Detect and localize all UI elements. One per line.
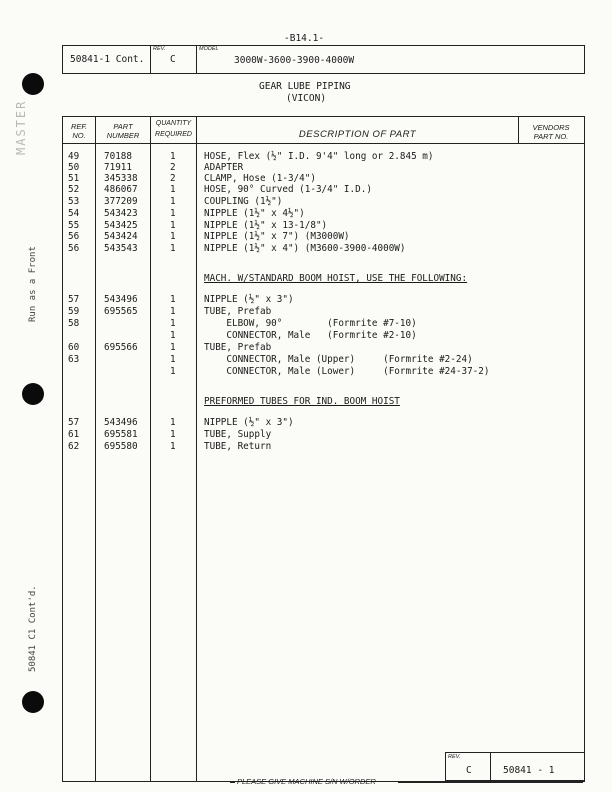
row-description: TUBE, Prefab xyxy=(204,306,272,317)
binder-hole-top xyxy=(22,73,44,95)
row-part-number: 377209 xyxy=(104,196,138,207)
row-ref: 61 xyxy=(68,429,80,440)
row-description: HOSE, Flex (½" I.D. 9'4" long or 2.845 m) xyxy=(204,151,434,162)
row-quantity: 1 xyxy=(170,330,176,341)
col-header-description: DESCRIPTION OF PART xyxy=(298,129,417,140)
row-ref: 63 xyxy=(68,354,80,365)
row-quantity: 1 xyxy=(170,294,176,305)
row-description: ELBOW, 90° (Formrite #7-10) xyxy=(204,318,417,329)
row-quantity: 1 xyxy=(170,208,176,219)
page-number: -B14.1- xyxy=(284,33,325,44)
row-quantity: 2 xyxy=(170,162,176,173)
row-description: NIPPLE (1½" x 4½") xyxy=(204,208,305,219)
row-part-number: 71911 xyxy=(104,162,132,173)
row-ref: 52 xyxy=(68,184,80,195)
row-description: ADAPTER xyxy=(204,162,244,173)
row-part-number: 695565 xyxy=(104,306,138,317)
section-heading: PREFORMED TUBES FOR IND. BOOM HOIST xyxy=(204,396,400,407)
col-header-part: PART NUMBER xyxy=(106,122,140,140)
row-part-number: 543496 xyxy=(104,417,138,428)
title-line-2: (VICON) xyxy=(286,93,327,104)
row-description: NIPPLE (1½" x 7") (M3000W) xyxy=(204,231,350,242)
row-ref: 62 xyxy=(68,441,80,452)
row-ref: 49 xyxy=(68,151,80,162)
row-part-number: 543543 xyxy=(104,243,138,254)
row-part-number: 695566 xyxy=(104,342,138,353)
row-ref: 57 xyxy=(68,294,80,305)
stamp-watermark: MASTER xyxy=(14,99,28,155)
row-ref: 54 xyxy=(68,208,80,219)
col-header-ref: REF. NO. xyxy=(70,122,88,140)
row-description: HOSE, 90° Curved (1-3/4" I.D.) xyxy=(204,184,372,195)
row-description: TUBE, Return xyxy=(204,441,272,452)
footer-notice: PLEASE GIVE MACHINE S/N W/ORDER xyxy=(237,777,376,786)
footer-page-ref: 50841 - 1 xyxy=(503,765,555,776)
row-description: NIPPLE (1½" x 13-1/8") xyxy=(204,220,328,231)
row-part-number: 543423 xyxy=(104,208,138,219)
parts-table xyxy=(62,116,585,782)
row-quantity: 1 xyxy=(170,184,176,195)
binder-hole-bottom xyxy=(22,691,44,713)
row-description: CONNECTOR, Male (Upper) (Formrite #2-24) xyxy=(204,354,473,365)
row-part-number: 543425 xyxy=(104,220,138,231)
row-description: CLAMP, Hose (1-3/4") xyxy=(204,173,316,184)
row-part-number: 486067 xyxy=(104,184,138,195)
row-ref: 53 xyxy=(68,196,80,207)
row-part-number: 543496 xyxy=(104,294,138,305)
binder-hole-middle xyxy=(22,383,44,405)
row-quantity: 1 xyxy=(170,366,176,377)
row-quantity: 1 xyxy=(170,151,176,162)
row-quantity: 1 xyxy=(170,306,176,317)
title-line-1: GEAR LUBE PIPING xyxy=(259,81,351,92)
row-quantity: 1 xyxy=(170,318,176,329)
col-header-vendors: VENDORS PART NO. xyxy=(532,123,570,141)
row-part-number: 695581 xyxy=(104,429,138,440)
row-description: TUBE, Prefab xyxy=(204,342,272,353)
row-ref: 58 xyxy=(68,318,80,329)
row-quantity: 1 xyxy=(170,220,176,231)
row-part-number: 70188 xyxy=(104,151,132,162)
model-value: 3000W-3600-3900-4000W xyxy=(234,55,355,66)
doc-ref: 50841-1 Cont. xyxy=(70,54,145,65)
row-quantity: 2 xyxy=(170,173,176,184)
row-ref: 56 xyxy=(68,231,80,242)
row-quantity: 1 xyxy=(170,196,176,207)
footer-rev-label: REV. xyxy=(448,754,461,760)
row-quantity: 1 xyxy=(170,441,176,452)
row-quantity: 1 xyxy=(170,429,176,440)
col-header-qty: QUANTITY REQUIRED xyxy=(155,120,192,138)
margin-note-continued: 50841 C1 Cont'd. xyxy=(28,585,38,672)
model-label: MODEL xyxy=(199,46,219,52)
row-ref: 60 xyxy=(68,342,80,353)
row-description: NIPPLE (1½" x 4") (M3600-3900-4000W) xyxy=(204,243,406,254)
row-description: CONNECTOR, Male (Lower) (Formrite #24-37-2) xyxy=(204,366,490,377)
rev-label: REV. xyxy=(153,46,166,52)
row-quantity: 1 xyxy=(170,354,176,365)
row-ref: 59 xyxy=(68,306,80,317)
row-description: TUBE, Supply xyxy=(204,429,272,440)
row-description: NIPPLE (½" x 3") xyxy=(204,294,294,305)
row-description: COUPLING (1½") xyxy=(204,196,283,207)
row-ref: 51 xyxy=(68,173,80,184)
row-quantity: 1 xyxy=(170,342,176,353)
margin-note-run-as: Run as a Front xyxy=(28,246,38,322)
row-ref: 50 xyxy=(68,162,80,173)
row-part-number: 345338 xyxy=(104,173,138,184)
row-description: CONNECTOR, Male (Formrite #2-10) xyxy=(204,330,417,341)
row-part-number: 543424 xyxy=(104,231,138,242)
row-ref: 57 xyxy=(68,417,80,428)
row-quantity: 1 xyxy=(170,417,176,428)
row-part-number: 695580 xyxy=(104,441,138,452)
row-quantity: 1 xyxy=(170,231,176,242)
row-ref: 55 xyxy=(68,220,80,231)
footer-rev-value: C xyxy=(466,765,472,776)
row-ref: 56 xyxy=(68,243,80,254)
row-description: NIPPLE (½" x 3") xyxy=(204,417,294,428)
row-quantity: 1 xyxy=(170,243,176,254)
section-heading: MACH. W/STANDARD BOOM HOIST, USE THE FOLLOWING: xyxy=(204,273,468,284)
rev-value: C xyxy=(170,54,176,65)
